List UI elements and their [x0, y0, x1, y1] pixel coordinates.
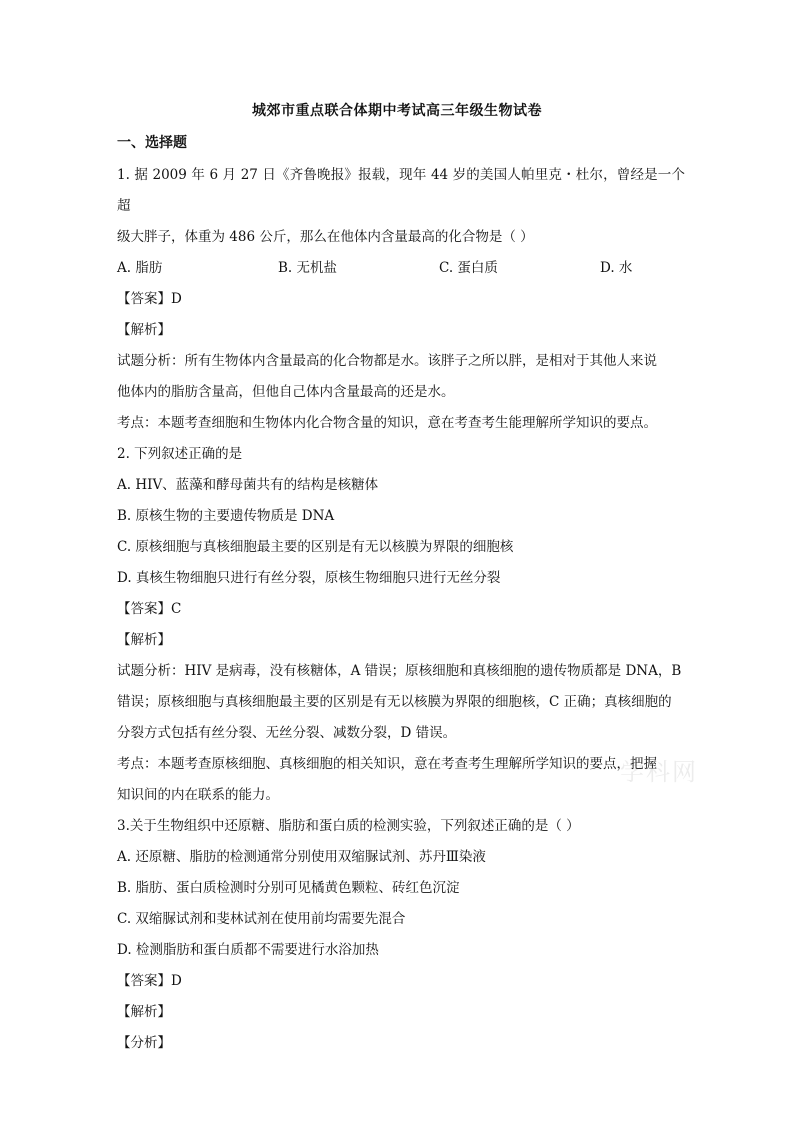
q1-analysis-line1: 试题分析：所有生物体内含量最高的化合物都是水。该胖子之所以胖，是相对于其他人来说: [117, 353, 657, 369]
q1-option-a: A. 脂肪: [117, 260, 163, 276]
q2-option-a: A. HIV、蓝藻和酵母菌共有的结构是核糖体: [117, 477, 379, 493]
q2-option-d: D. 真核生物细胞只进行有丝分裂，原核生物细胞只进行无丝分裂: [117, 570, 501, 586]
q2-option-c: C. 原核细胞与真核细胞最主要的区别是有无以核膜为界限的细胞核: [117, 539, 514, 555]
q1-analysis-line2: 他体内的脂肪含量高，但他自己体内含量最高的还是水。: [117, 384, 455, 400]
question-content: [117, 160, 685, 1059]
q2-answer: 【答案】C: [117, 601, 182, 617]
exam-title: 城郊市重点联合体期中考试高三年级生物试卷: [252, 103, 542, 119]
watermark: 学科网: [620, 758, 698, 786]
q2-analysis-line3: 分裂方式包括有丝分裂、无丝分裂、减数分裂，D 错误。: [117, 725, 457, 741]
q2-point-line2: 知识间的内在联系的能力。: [117, 787, 279, 803]
q2-point-line1: 考点：本题考查原核细胞、真核细胞的相关知识，意在考查考生理解所学知识的要点，把握: [117, 756, 657, 772]
q1-option-b: B. 无机盐: [278, 260, 338, 276]
q2-stem: 2. 下列叙述正确的是: [117, 446, 243, 462]
q3-sub-label: 【分析】: [117, 1035, 171, 1051]
section-heading: 一、选择题: [117, 135, 187, 151]
q1-option-d: D. 水: [600, 260, 633, 276]
q3-answer: 【答案】D: [117, 973, 182, 989]
q1-options: [117, 253, 685, 284]
q1-point: 考点：本题考查细胞和生物体内化合物含量的知识，意在考查考生能理解所学知识的要点。: [117, 415, 657, 431]
q1-analysis-label: 【解析】: [117, 322, 171, 338]
q2-analysis-label: 【解析】: [117, 632, 171, 648]
q3-analysis-label: 【解析】: [117, 1004, 171, 1020]
q3-option-d: D. 检测脂肪和蛋白质都不需要进行水浴加热: [117, 942, 379, 958]
q3-option-b: B. 脂肪、蛋白质检测时分别可见橘黄色颗粒、砖红色沉淀: [117, 880, 460, 896]
q2-analysis-line1: 试题分析：HIV 是病毒，没有核糖体，A 错误；原核细胞和真核细胞的遗传物质都是 DNA，B: [117, 663, 682, 679]
q1-stem-line1: 1. 据 2009 年 6 月 27 日《齐鲁晚报》报载，现年 44 岁的美国人帕里克・杜尔，曾经是一个超: [117, 167, 685, 214]
q2-analysis-line2: 错误；原核细胞与真核细胞最主要的区别是有无以核膜为界限的细胞核，C 正确；真核细胞的: [117, 694, 672, 710]
q3-option-c: C. 双缩脲试剂和斐林试剂在使用前均需要先混合: [117, 911, 406, 927]
q1-stem-line2: 级大胖子，体重为 486 公斤，那么在他体内含量最高的化合物是（ ）: [117, 229, 534, 245]
q3-option-a: A. 还原糖、脂肪的检测通常分别使用双缩脲试剂、苏丹Ⅲ染液: [117, 849, 486, 865]
q3-stem: 3.关于生物组织中还原糖、脂肪和蛋白质的检测实验，下列叙述正确的是（ ）: [117, 818, 580, 834]
q1-option-c: C. 蛋白质: [439, 260, 498, 276]
q2-option-b: B. 原核生物的主要遗传物质是 DNA: [117, 508, 335, 524]
q1-answer: 【答案】D: [117, 291, 182, 307]
